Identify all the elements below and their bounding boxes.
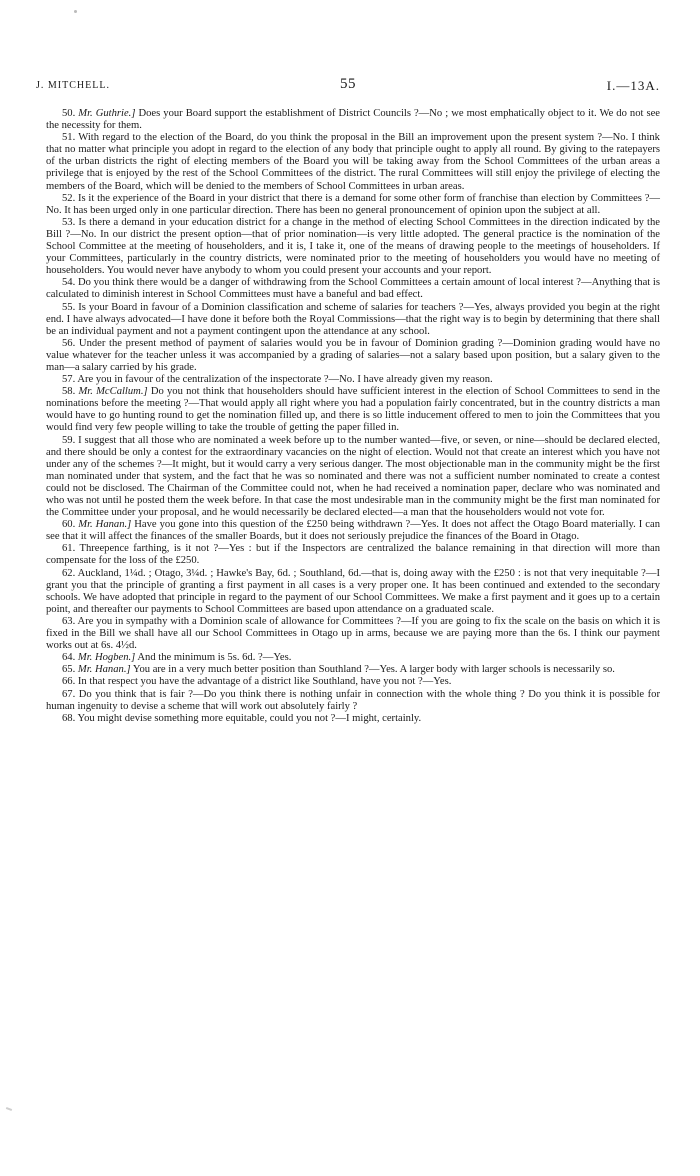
header-paper-reference: I.—13A. [606, 78, 660, 93]
evidence-paragraph-53 [46, 217, 660, 277]
page-speck [74, 10, 77, 13]
question-number: 63. [62, 615, 76, 627]
evidence-paragraph-58 [46, 386, 660, 434]
question-number: 64. [62, 652, 76, 664]
question-number: 62. [62, 567, 76, 579]
question-number: 50. [62, 108, 76, 119]
evidence-paragraph-54 [46, 277, 660, 301]
paragraph-text: Is it the experience of the Board in your district that there is a demand for some other form of franchise than election by Committees ?—No. It has been urged only in one particular direction. There has been no general pronouncement of opinion upon the subject at all. [46, 192, 660, 216]
evidence-paragraph-59 [46, 435, 660, 520]
evidence-paragraph-63 [46, 616, 660, 652]
question-number: 54. [62, 277, 76, 289]
evidence-paragraph-65 [46, 664, 660, 676]
page-header [36, 76, 660, 96]
question-number: 65. [62, 664, 76, 676]
page-number: 55 [340, 76, 356, 92]
evidence-paragraph-50 [46, 108, 660, 132]
evidence-paragraph-56 [46, 338, 660, 374]
question-number: 67. [62, 688, 76, 700]
question-number: 57. [62, 374, 76, 386]
paragraph-text: Is your Board in favour of a Dominion classification and scheme of salaries for teachers ?—Yes, always provided you begin at the right end. I have always advocated—I have done it before both the Royal Commissions—that the right way is to begin by determining that there shall be an individual payment and not a payment contingent upon the attendance at any school. [46, 301, 661, 337]
speaker-name: Mr. Hanan.] [78, 519, 132, 531]
speaker-name: Mr. McCallum.] [78, 386, 148, 398]
evidence-paragraph-67 [46, 689, 660, 713]
question-number: 52. [62, 192, 76, 204]
paragraph-text: In that respect you have the advantage of a district like Southland, have you not ?—Yes. [77, 676, 452, 688]
evidence-paragraph-51 [46, 132, 660, 192]
speaker-name: Mr. Hogben.] [77, 652, 136, 664]
speaker-name: Mr. Guthrie.] [78, 108, 136, 119]
question-number: 58. [62, 386, 76, 398]
paragraph-text: Do you think there would be a danger of withdrawing from the School Committees a certain amount of local interest ?—Anything that is calculated to diminish interest in School Committees must have a baneful and bad effect. [46, 277, 660, 301]
evidence-paragraph-66 [46, 676, 660, 688]
evidence-paragraph-55 [46, 302, 660, 338]
evidence-paragraph-57 [46, 374, 660, 386]
paragraph-text: Does your Board support the establishment of District Councils ?—No ; we most emphatically object to it. We do not see the necessity for them. [46, 108, 661, 132]
speaker-name: Mr. Hanan.] [77, 664, 131, 676]
paragraph-text: Threepence farthing, is it not ?—Yes : but if the Inspectors are centralized the balance remaining in that direction will more than compensate for the loss of the £250. [46, 543, 660, 567]
paragraph-text: Is there a demand in your education district for a change in the method of electing School Committees in the direction indicated by the Bill ?—No. In our district the present option—that of prior nomination—is very little adopted. The general practice is the nomination of the School Committee at the meeting of householders, and it is, I take it, one of the means of drawing people to the meetings of householders. If your Committees, particularly in the country districts, were nominated prior to the meeting of householders you would have no meeting of householders. You would never have anybody to whom you could present your accounts and your report. [46, 216, 660, 277]
question-number: 61. [62, 543, 76, 555]
header-witness-name: J. MITCHELL. [36, 80, 110, 91]
paragraph-text: Auckland, 1¼d. ; Otago, 3¼d. ; Hawke's Bay, 6d. ; Southland, 6d.—that is, doing away with the £250 : is not that very inequitable ?—I grant you that the principle of granting a first payment in all cases is a very proper one. It has been continued and extended to the secondary schools. We have adopted that principle in regard to the payment of our School Committees. We make a first payment and it goes up to a certain point, and thereafter our payments to School Committees are based upon attendance on a graduated scale. [46, 567, 660, 615]
margin-mark [6, 1107, 12, 1111]
minutes-of-evidence [46, 108, 660, 725]
evidence-paragraph-64 [46, 652, 660, 664]
paragraph-text: Do you not think that householders should have sufficient interest in the election of School Committees to send in the nominations before the meeting ?—That would apply all right where you had a population fairly concentrated, but in the country districts a man would have to go hunting round to get the nomination filled up, and there is so little inducement offered to men to join the Committees that you would find very few people willing to take the trouble of getting the paper filled in. [46, 386, 660, 434]
question-number: 60. [62, 519, 76, 531]
paragraph-text: Are you in sympathy with a Dominion scale of allowance for Committees ?—If you are going to fix the scale on the basis on which it is fixed in the Bill we shall have all our School Committees in Otago up in arms, because we are paying more than the 6s. I think our payment works out at 6s. 4½d. [46, 615, 660, 652]
paragraph-text: You might devise something more equitable, could you not ?—I might, certainly. [77, 712, 422, 724]
paragraph-text: And the minimum is 5s. 6d. ?—Yes. [137, 652, 292, 664]
question-number: 51. [62, 132, 76, 144]
paragraph-text: Do you think that is fair ?—Do you think there is nothing unfair in connection with the whole thing ? Do you think it is possible for human ingenuity to devise a scheme that will work out absolutely fairly ? [46, 688, 660, 712]
question-number: 56. [62, 337, 76, 349]
evidence-paragraph-62 [46, 568, 660, 616]
paragraph-text: With regard to the election of the Board, do you think the proposal in the Bill an improvement upon the present system ?—No. I think that no matter what principle you adopt in regard to the election of any body that principle ought to apply all round. By giving to the ratepayers of the urban districts the right of electing members of the Board you will be taking away from the School Committees of the urban areas a privilege that is enjoyed by the rest of the School Committees of the district. The rural Committees will still enjoy the privilege of electing the members of the Board, which will be denied to the members of School Committees in urban areas. [46, 132, 660, 192]
paragraph-text: Have you gone into this question of the £250 being withdrawn ?—Yes. It does not affect the Otago Board materially. I can see that it will affect the finances of the smaller Boards, but it does not seriously prejudice the finances of the Board in Otago. [46, 519, 660, 543]
question-number: 55. [62, 301, 76, 313]
evidence-paragraph-68 [46, 713, 660, 725]
paragraph-text: Are you in favour of the centralization of the inspectorate ?—No. I have already given my reason. [77, 374, 493, 386]
question-number: 53. [62, 216, 76, 228]
paragraph-text: I suggest that all those who are nominated a week before up to the number wanted—five, or seven, or nine—should be declared elected, and there should be only a contest for the extraordinary vacancies on the night of election. Would not that create an interest which you have not under any of the schemes ?—It might, but it would carry a very serious danger. The most objectionable man in the community might be the first man nominated under that system, and the fact that he was so nominated and there was not a sufficient number nominated to create a contest could not be disclosed. The Chairman of the Committee could not, when he had received a nomination paper, declare who was nominated and who was not until he posted them the week before. In that case the most undesirable man in the community might be the first man nominated for the Committee under your proposal, and he would necessarily be declared elected—a man that the householders would not vote for. [46, 434, 661, 519]
question-number: 59. [62, 434, 76, 446]
paragraph-text: You are in a very much better position than Southland ?—Yes. A larger body with larger schools is necessarily so. [132, 664, 615, 676]
evidence-paragraph-60 [46, 519, 660, 543]
paragraph-text: Under the present method of payment of salaries would you be in favour of Dominion grading ?—Dominion grading would have no value whatever for the teacher unless it was accompanied by a grading of salaries—not a salary based upon position, but a salary given to the man—a salary carried by his grade. [46, 337, 660, 373]
question-number: 66. [62, 676, 76, 688]
evidence-paragraph-61 [46, 543, 660, 567]
question-number: 68. [62, 712, 76, 724]
evidence-paragraph-52 [46, 193, 660, 217]
